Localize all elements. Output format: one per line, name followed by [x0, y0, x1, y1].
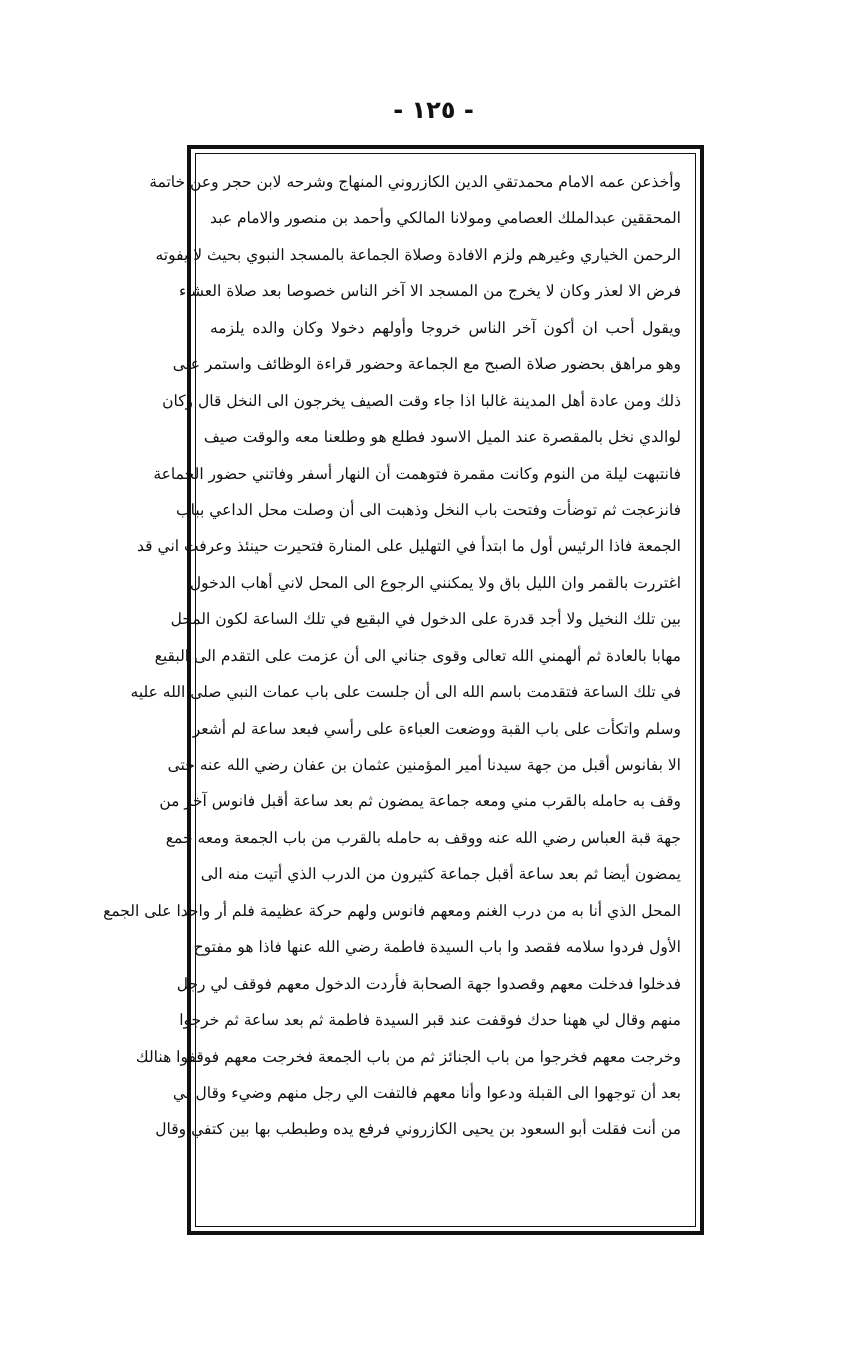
text-line: منهم وقال لي ههنا حدك فوقفت عند قبر السيدة فاطمة ثم بعد ساعة ثم خرجوا: [179, 1011, 681, 1030]
main-text: [103, 164, 681, 1216]
text-line: بعد أن توجهوا الى القبلة ودعوا وأنا معهم فالتفت الي رجل منهم وضيء وقال لي: [172, 1083, 681, 1102]
text-line: في تلك الساعة فتقدمت باسم الله الى أن جلست على باب عمات النبي صلى الله عليه: [130, 683, 681, 702]
text-line: جهة قبة العباس رضي الله عنه ووقف به حامله بالقرب من باب الجمعة ومعه جمع: [165, 828, 681, 847]
text-line: المحل الذي أنا به من درب الغنم ومعهم فانوس ولهم حركة عظيمة فلم أر واحدا على الجمع: [103, 901, 681, 920]
text-line: وقف به حامله بالقرب مني ومعه جماعة يمضون ثم بعد ساعة أقبل فانوس آخر من: [159, 792, 681, 811]
text-line: ويقول أحب ان أكون آخر الناس خروجا وأولهم دخولا وكان والده يلزمه: [210, 318, 681, 337]
text-line: مهابا بالعادة ثم ألهمني الله تعالى وقوى جناني الى أن عزمت على التقدم الى البقيع: [154, 646, 681, 665]
text-line: بين تلك النخيل ولا أجد قدرة على الدخول في البقيع في تلك الساعة لكون المحل: [170, 610, 681, 629]
text-line: فدخلوا فدخلت معهم وقصدوا جهة الصحابة فأردت الدخول معهم فوقف لي رجل: [176, 974, 681, 993]
text-line: ذلك ومن عادة أهل المدينة غالبا اذا جاء وقت الصيف يخرجون الى النخل قال وكان: [162, 391, 681, 410]
text-line: من أنت فقلت أبو السعود بن يحيى الكازروني فرفع يده وطبطب بها بين كتفي وقال: [155, 1120, 681, 1139]
text-line: وسلم واتكأت على باب القبة ووضعت العباءة على رأسي فبعد ساعة لم أشعر: [192, 719, 681, 738]
page-number: - ١٢٥ -: [393, 96, 474, 124]
text-line: الجمعة فاذا الرئيس أول ما ابتدأ في التهليل على المنارة فتحيرت حينئذ وعرفت اني قد: [137, 537, 681, 556]
text-line: فرض الا لعذر وكان لا يخرج من المسجد الا آخر الناس خصوصا بعد صلاة العشاء: [178, 282, 681, 301]
text-line: الرحمن الخياري وغيرهم ولزم الافادة وصلاة الجماعة بالمسجد النبوي بحيث لا يفوته: [155, 245, 681, 264]
text-line: يمضون أيضا ثم بعد ساعة أقبل جماعة كثيرون من الدرب الذي أتيت منه الى: [200, 865, 681, 884]
text-frame: [103, 145, 704, 1235]
text-line: فانزعجت ثم توضأت وفتحت باب النخل وذهبت الى أن وصلت محل الداعي بباب: [176, 500, 681, 519]
text-line: اغتررت بالقمر وان الليل باق ولا يمكنني الرجوع الى المحل لاني أهاب الدخول: [189, 573, 681, 592]
text-line: وهو مراهق بحضور صلاة الصبح مع الجماعة وحضور قراءة الوظائف واستمر على: [172, 355, 681, 374]
text-line: الا بفانوس أقبل من جهة سيدنا أمير المؤمنين عثمان بن عفان رضي الله عنه حتى: [167, 756, 681, 774]
text-line: وخرجت معهم فخرجوا من باب الجنائز ثم من باب الجمعة فخرجت معهم فوقفوا هنالك: [135, 1047, 681, 1066]
text-line: وأخذعن عمه الامام محمدتقي الدين الكازروني المنهاج وشرحه لابن حجر وعن خاتمة: [149, 173, 681, 191]
text-line: المحققين عبدالملك العصامي ومولانا المالكي وأحمد بن منصور والامام عبد: [209, 209, 681, 228]
text-line: لوالدي نخل بالمقصرة عند الميل الاسود فطلع هو وطلعنا معه والوقت صيف: [203, 428, 681, 447]
text-line: الأول فردوا سلامه فقصد وا باب السيدة فاطمة رضي الله عنها فاذا هو مفتوح: [193, 938, 681, 957]
text-frame-inner-border: [103, 153, 696, 1227]
text-line: فانتبهت ليلة من النوم وكانت مقمرة فتوهمت أن النهار أسفر وفاتني حضور الجماعة: [153, 464, 681, 483]
